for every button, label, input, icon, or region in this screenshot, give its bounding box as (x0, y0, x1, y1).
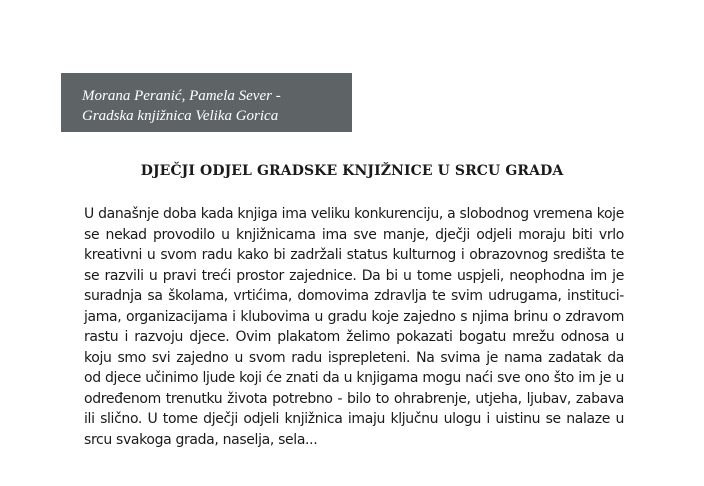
author-affiliation: Gradska knjižnica Velika Gorica (82, 108, 279, 124)
body-paragraph (84, 204, 624, 450)
body-line: ili slično. U tome dječji odjeli knjižnica imaju ključnu ulogu i uistinu se nalaze u (84, 411, 624, 427)
body-line: jama, organizacijama i klubovima u gradu koje zajedno s njima brinu o zdravom (84, 308, 624, 325)
body-line: kreativni u svom radu kako bi zadržali status kulturnog i obrazovnog središta te (84, 247, 624, 263)
body-line: se razvili u pravi treći prostor zajednice. Da bi u tome uspjeli, neophodna im je (84, 267, 624, 284)
body-line: određenom trenutku života potrebno - bilo to ohrabrenje, utjeha, ljubav, zabava (84, 390, 624, 407)
body-line: od djece učinimo ljude koji će znati da u knjigama mogu naći sve ono što im je u (84, 370, 624, 386)
body-line: suradnja sa školama, vrtićima, domovima zdravlja te svim udrugama, instituci- (84, 288, 624, 304)
body-line: koju smo svi zajedno u svom radu isprepleteni. Na svima je nama zadatak da (84, 349, 624, 366)
author-names: Morana Peranić, Pamela Sever - (82, 88, 281, 104)
body-line: se nekad provodilo u knjižnicama ima sve manje, dječji odjeli moraju biti vrlo (84, 226, 624, 243)
body-line-last: srcu svakoga grada, naselja, sela... (84, 431, 318, 448)
author-box (61, 73, 352, 132)
page-title: DJEČJI ODJEL GRADSKE KNJIŽNICE U SRCU GRADA (140, 163, 564, 179)
body-line: rastu i razvoju djece. Ovim plakatom želimo pokazati bogatu mrežu odnosa u (84, 329, 624, 345)
body-line: U današnje doba kada knjiga ima veliku konkurenciju, a slobodnog vremena koje (84, 206, 624, 222)
